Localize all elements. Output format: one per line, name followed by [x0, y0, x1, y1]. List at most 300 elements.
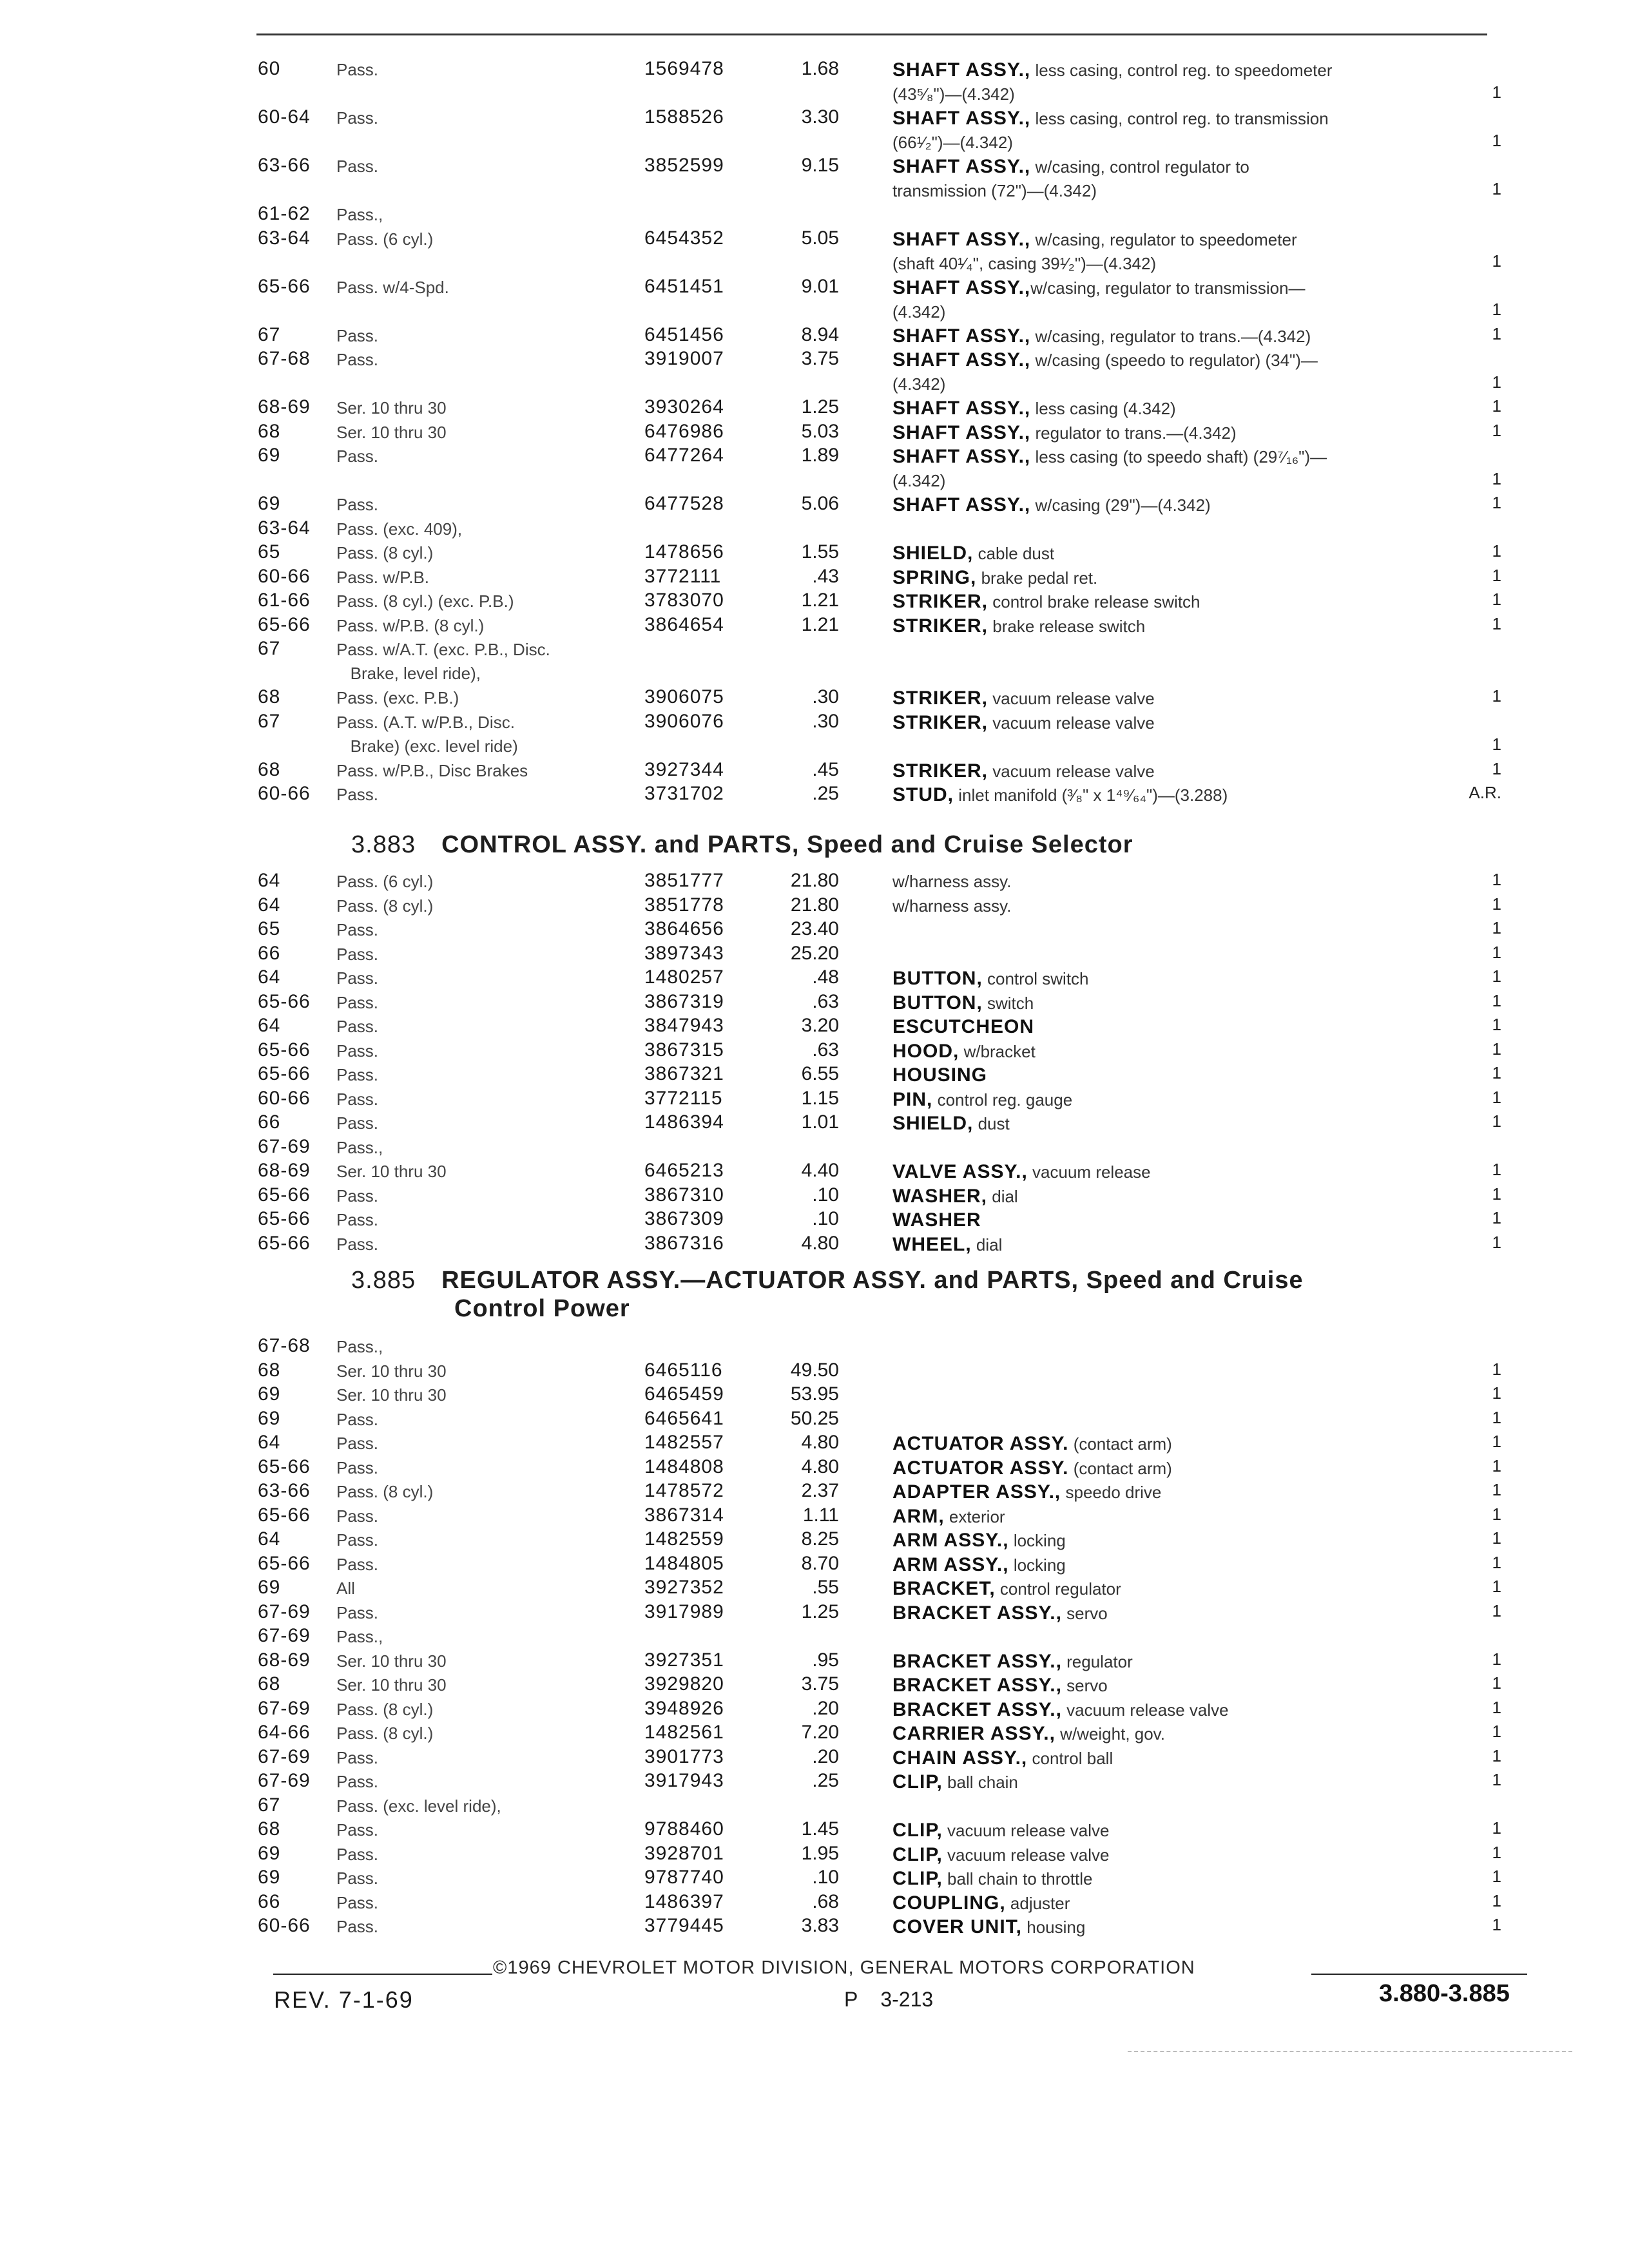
- part-detail: dial: [987, 1186, 1018, 1206]
- part-description: [892, 227, 1472, 276]
- part-number: 3851778: [644, 894, 724, 916]
- part-detail: w/harness assy.: [892, 896, 1012, 916]
- year-range: 64: [258, 870, 281, 891]
- list-price: 1.11: [802, 1504, 839, 1526]
- year-range: 67: [258, 1794, 281, 1816]
- part-name: STRIKER,: [892, 687, 988, 709]
- model-applicability: Pass. (exc. P.B.): [336, 688, 459, 707]
- part-description: [892, 1480, 1472, 1504]
- part-detail: exterior: [944, 1506, 1005, 1526]
- year-range: 69: [258, 1383, 281, 1405]
- list-price: 1.45: [801, 1818, 839, 1840]
- part-description: [892, 1673, 1472, 1698]
- year-range: 65-66: [258, 613, 311, 635]
- model-applicability: Pass. (exc. 409),: [336, 519, 463, 539]
- list-price: .63: [812, 990, 839, 1012]
- part-description: [892, 106, 1472, 155]
- model-applicability: Pass.: [336, 1869, 379, 1888]
- quantity: 1: [1492, 1480, 1501, 1499]
- part-name: ARM ASSY.,: [892, 1553, 1009, 1575]
- quantity: 1: [1492, 966, 1501, 986]
- part-number: 6476986: [644, 420, 724, 442]
- part-name: STRIKER,: [892, 615, 988, 637]
- model-applicability: Pass.: [336, 1772, 379, 1791]
- year-range: 69: [258, 1867, 281, 1888]
- part-description: [892, 1649, 1472, 1674]
- model-applicability: Ser. 10 thru 30: [336, 1385, 447, 1405]
- part-description: [892, 445, 1472, 493]
- part-description: [892, 1698, 1472, 1722]
- year-range: 60: [258, 58, 281, 79]
- model-applicability: Pass. (8 cyl.): [336, 896, 434, 916]
- part-detail: w/weight, gov.: [1055, 1724, 1165, 1744]
- part-detail: less casing (4.342): [1030, 399, 1176, 418]
- quantity: 1: [1492, 541, 1501, 561]
- list-price: 1.25: [801, 396, 839, 418]
- year-range: 68-69: [258, 1160, 311, 1181]
- year-range: 63-66: [258, 155, 311, 176]
- list-price: 21.80: [790, 870, 839, 891]
- list-price: .63: [812, 1039, 839, 1061]
- quantity: 1: [1492, 420, 1501, 440]
- part-detail: vacuum release valve: [988, 689, 1155, 708]
- year-range: 65: [258, 541, 281, 562]
- list-price: 6.55: [801, 1063, 839, 1084]
- part-description: [892, 276, 1472, 324]
- part-number: 3927344: [644, 758, 724, 780]
- part-number: 9787740: [644, 1867, 724, 1888]
- year-range: 68: [258, 686, 281, 707]
- part-name: CLIP,: [892, 1843, 943, 1865]
- list-price: 1.68: [801, 58, 839, 79]
- list-price: 8.94: [801, 323, 839, 345]
- part-detail: less casing, control reg. to transmission (66¹⁄₂")—(4.342): [892, 109, 1329, 152]
- quantity: 1: [1492, 1383, 1501, 1403]
- year-range: 68: [258, 1359, 281, 1381]
- part-description: [892, 324, 1472, 349]
- part-description: [892, 1601, 1472, 1626]
- part-name: SHAFT ASSY.,: [892, 59, 1031, 81]
- part-detail: w/casing, regulator to trans.—(4.342): [1030, 326, 1311, 346]
- year-range: 67-68: [258, 348, 311, 369]
- part-detail: switch: [982, 993, 1034, 1013]
- part-detail: control switch: [982, 969, 1089, 988]
- part-detail: vacuum release: [1027, 1162, 1151, 1182]
- year-range: 68: [258, 1673, 281, 1695]
- part-detail: cable dust: [973, 544, 1055, 563]
- model-applicability: Pass.: [336, 350, 379, 369]
- part-description: [892, 396, 1472, 421]
- list-price: 1.55: [801, 541, 839, 562]
- list-price: 25.20: [790, 942, 839, 964]
- list-price: .20: [812, 1697, 839, 1719]
- quantity: 1: [1492, 1890, 1501, 1910]
- year-range: 65-66: [258, 1063, 311, 1084]
- quantity: 1: [1492, 1577, 1501, 1596]
- year-range: 65-66: [258, 990, 311, 1012]
- part-detail: (contact arm): [1068, 1458, 1172, 1478]
- list-price: 1.25: [801, 1600, 839, 1622]
- model-applicability: Pass.: [336, 60, 379, 79]
- part-number: 3927352: [644, 1577, 724, 1598]
- part-detail: control brake release switch: [988, 592, 1200, 611]
- part-number: 6454352: [644, 227, 724, 249]
- part-row: [258, 638, 1514, 689]
- part-number: 6451456: [644, 323, 724, 345]
- part-description: [892, 1867, 1472, 1891]
- part-detail: locking: [1008, 1531, 1066, 1550]
- part-name: SHIELD,: [892, 543, 974, 564]
- part-number: 6465641: [644, 1407, 724, 1429]
- quantity: 1: [1492, 1432, 1501, 1451]
- revision-date: REV. 7-1-69: [274, 1986, 414, 2013]
- part-detail: housing: [1022, 1917, 1086, 1937]
- model-applicability: Pass.,: [336, 205, 383, 224]
- year-range: 60-66: [258, 1915, 311, 1936]
- model-applicability: Pass.: [336, 1234, 379, 1254]
- model-applicability: Pass. (8 cyl.) (exc. P.B.): [336, 591, 514, 611]
- list-price: 53.95: [790, 1383, 839, 1405]
- model-applicability: Pass.: [336, 1506, 379, 1526]
- year-range: 65-66: [258, 1456, 311, 1477]
- part-name: SHAFT ASSY.,: [892, 421, 1031, 443]
- section-title: CONTROL ASSY. and PARTS, Speed and Cruise Selector: [441, 831, 1133, 858]
- part-detail: w/bracket: [959, 1041, 1036, 1061]
- list-price: .10: [812, 1184, 839, 1206]
- part-description: [892, 759, 1472, 783]
- list-price: .55: [812, 1577, 839, 1598]
- quantity: 1: [1492, 1456, 1501, 1475]
- part-number: 3851777: [644, 870, 724, 891]
- part-number: 3917943: [644, 1770, 724, 1791]
- model-applicability: Pass.: [336, 968, 379, 988]
- model-applicability: Pass. (8 cyl.): [336, 543, 434, 562]
- part-detail: servo: [1061, 1676, 1108, 1695]
- section-number: 3.883: [351, 831, 416, 858]
- part-description: [892, 1208, 1472, 1233]
- quantity: 1: [1492, 323, 1501, 343]
- quantity: 1: [1492, 942, 1501, 962]
- year-range: 67: [258, 323, 281, 345]
- list-price: 1.15: [801, 1087, 839, 1109]
- part-detail: vacuum release valve: [942, 1821, 1110, 1840]
- year-range: 67: [258, 710, 281, 732]
- part-name: BRACKET ASSY.,: [892, 1650, 1062, 1672]
- part-name: CHAIN ASSY.,: [892, 1747, 1028, 1769]
- model-applicability: Pass.: [336, 108, 379, 128]
- part-number: 1478656: [644, 541, 724, 562]
- part-description: [892, 348, 1472, 396]
- part-name: ARM,: [892, 1505, 945, 1527]
- part-number: 1486397: [644, 1890, 724, 1912]
- part-detail: w/casing, regulator to transmission— (4.342): [892, 278, 1306, 322]
- part-row: [258, 106, 1514, 158]
- list-price: 4.80: [801, 1456, 839, 1477]
- part-name: WASHER,: [892, 1185, 988, 1207]
- list-price: 3.20: [801, 1015, 839, 1036]
- list-price: 5.03: [801, 420, 839, 442]
- section-number: 3.885: [351, 1267, 416, 1294]
- quantity: 1: [1492, 1552, 1501, 1572]
- part-number: 6477528: [644, 493, 724, 514]
- part-detail: w/casing (29")—(4.342): [1030, 495, 1211, 515]
- year-range: 68-69: [258, 1649, 311, 1671]
- part-description: [892, 541, 1472, 566]
- list-price: 23.40: [790, 918, 839, 939]
- quantity: 1: [1492, 735, 1501, 754]
- part-number: 3864654: [644, 613, 724, 635]
- part-name: BUTTON,: [892, 992, 983, 1014]
- year-range: 61-62: [258, 203, 311, 224]
- model-applicability: Ser. 10 thru 30: [336, 1651, 447, 1671]
- part-number: 3928701: [644, 1842, 724, 1864]
- part-description: [892, 1184, 1472, 1209]
- part-detail: dial: [971, 1235, 1003, 1254]
- quantity: 1: [1492, 1087, 1501, 1107]
- year-range: 64: [258, 1528, 281, 1550]
- quantity: 1: [1492, 130, 1501, 150]
- part-description: [892, 1233, 1472, 1257]
- quantity: 1: [1492, 1232, 1501, 1252]
- part-name: COVER UNIT,: [892, 1916, 1023, 1937]
- list-price: 9.01: [801, 275, 839, 297]
- part-number: 3772111: [644, 565, 722, 587]
- part-name: SHAFT ASSY.,: [892, 325, 1031, 347]
- part-detail: vacuum release valve: [988, 761, 1155, 781]
- year-range: 65-66: [258, 1039, 311, 1061]
- part-name: STRIKER,: [892, 591, 988, 612]
- part-description: [892, 155, 1472, 203]
- part-detail: dust: [973, 1114, 1010, 1133]
- part-detail: w/casing, regulator to speedometer (shaft 40¹⁄₄", casing 39¹⁄₂")—(4.342): [892, 229, 1297, 273]
- model-applicability: Pass. w/P.B.: [336, 567, 430, 587]
- model-applicability: Pass. (A.T. w/P.B., Disc. Brake) (exc. level ride): [336, 712, 518, 756]
- part-detail: w/casing, control regulator to transmission (72")—(4.342): [892, 157, 1249, 200]
- part-detail: vacuum release valve: [942, 1845, 1110, 1865]
- part-description: [892, 1746, 1472, 1771]
- model-applicability: Pass. (8 cyl.): [336, 1482, 434, 1501]
- part-name: BRACKET,: [892, 1578, 996, 1599]
- part-description: [892, 1577, 1472, 1601]
- part-detail: control regulator: [995, 1579, 1121, 1599]
- section-heading: [351, 831, 1133, 859]
- part-number: 3847943: [644, 1015, 724, 1036]
- part-detail: w/casing (speedo to regulator) (34")— (4.342): [892, 351, 1318, 394]
- year-range: 67: [258, 638, 281, 659]
- part-number: 1482557: [644, 1432, 724, 1453]
- part-detail: servo: [1061, 1603, 1108, 1623]
- part-number: 3783070: [644, 590, 724, 611]
- quantity: 1: [1492, 1867, 1501, 1886]
- model-applicability: Pass.: [336, 1409, 379, 1429]
- part-row: [258, 227, 1514, 279]
- model-applicability: All: [336, 1579, 355, 1598]
- model-applicability: Pass.: [336, 1602, 379, 1622]
- part-number: 3867319: [644, 990, 724, 1012]
- quantity: 1: [1492, 565, 1501, 585]
- part-detail: regulator to trans.—(4.342): [1030, 423, 1237, 443]
- quantity: 1: [1492, 1770, 1501, 1789]
- part-detail: locking: [1008, 1555, 1066, 1575]
- part-detail: vacuum release valve: [988, 713, 1155, 733]
- year-range: 67-69: [258, 1135, 311, 1157]
- part-number: 3906076: [644, 710, 724, 732]
- part-name: SHAFT ASSY.,: [892, 156, 1031, 177]
- part-name: BRACKET ASSY.,: [892, 1698, 1062, 1720]
- part-row: [258, 155, 1514, 206]
- year-range: 67-69: [258, 1600, 311, 1622]
- part-number: 3867309: [644, 1208, 724, 1229]
- part-name: HOOD,: [892, 1040, 959, 1062]
- list-price: 8.70: [801, 1552, 839, 1574]
- part-description: [892, 1528, 1472, 1553]
- list-price: 1.21: [801, 590, 839, 611]
- year-range: 69: [258, 1842, 281, 1864]
- part-detail: ball chain: [942, 1773, 1018, 1792]
- quantity: 1: [1492, 1063, 1501, 1082]
- year-range: 69: [258, 1407, 281, 1429]
- year-range: 60-66: [258, 783, 311, 804]
- list-price: 9.15: [801, 155, 839, 176]
- part-number: 9788460: [644, 1818, 724, 1840]
- year-range: 60-64: [258, 106, 311, 128]
- year-range: 66: [258, 1111, 281, 1133]
- year-range: 63-64: [258, 227, 311, 249]
- list-price: .30: [812, 686, 839, 707]
- part-name: SPRING,: [892, 566, 977, 588]
- part-name: HOUSING: [892, 1064, 988, 1086]
- model-applicability: Pass.: [336, 1113, 379, 1133]
- list-price: .30: [812, 710, 839, 732]
- year-range: 65-66: [258, 1552, 311, 1574]
- part-number: 3779445: [644, 1915, 724, 1936]
- model-applicability: Pass.,: [336, 1137, 383, 1157]
- quantity: 1: [1492, 686, 1501, 706]
- part-name: COUPLING,: [892, 1892, 1006, 1914]
- model-applicability: Pass.: [336, 157, 379, 176]
- part-name: WHEEL,: [892, 1233, 972, 1255]
- part-name: BUTTON,: [892, 968, 983, 989]
- part-detail: brake pedal ret.: [976, 568, 1098, 588]
- model-applicability: Pass.: [336, 1457, 379, 1477]
- year-range: 64: [258, 894, 281, 916]
- part-detail: less casing (to speedo shaft) (29⁷⁄₁₆")— (4.342): [892, 447, 1327, 490]
- part-description: [892, 1088, 1472, 1112]
- year-range: 65-66: [258, 1504, 311, 1526]
- list-price: 1.89: [801, 445, 839, 466]
- part-number: 3867315: [644, 1039, 724, 1061]
- part-name: SHAFT ASSY.,: [892, 398, 1031, 419]
- part-name: CLIP,: [892, 1868, 943, 1889]
- part-description: [892, 870, 1472, 894]
- part-name: CLIP,: [892, 1771, 943, 1792]
- model-applicability: Ser. 10 thru 30: [336, 1361, 447, 1381]
- part-row: [258, 58, 1514, 110]
- part-description: [892, 1722, 1472, 1746]
- part-row: [258, 276, 1514, 327]
- part-number: 1484808: [644, 1456, 724, 1477]
- part-number: 3867316: [644, 1232, 724, 1254]
- part-number: 6477264: [644, 445, 724, 466]
- part-description: [892, 493, 1472, 517]
- model-applicability: Pass.: [336, 447, 379, 466]
- quantity: 1: [1492, 1039, 1501, 1059]
- part-row: [258, 348, 1514, 399]
- footer-rule-right: [1311, 1974, 1527, 1975]
- list-price: .20: [812, 1745, 839, 1767]
- quantity: 1: [1492, 1160, 1501, 1179]
- part-description: [892, 1504, 1472, 1529]
- year-range: 67-69: [258, 1745, 311, 1767]
- part-name: CARRIER ASSY.,: [892, 1723, 1055, 1744]
- part-description: [892, 711, 1472, 735]
- part-number: 3930264: [644, 396, 724, 418]
- part-description: [892, 1039, 1472, 1064]
- part-name: ADAPTER ASSY.,: [892, 1481, 1061, 1503]
- year-range: 64: [258, 1015, 281, 1036]
- model-applicability: Pass. w/4-Spd.: [336, 277, 449, 297]
- list-price: 4.80: [801, 1232, 839, 1254]
- year-range: 65-66: [258, 1184, 311, 1206]
- part-description: [892, 58, 1472, 106]
- model-applicability: Pass. (6 cyl.): [336, 229, 434, 249]
- part-description: [892, 1456, 1472, 1481]
- part-number: 1482561: [644, 1722, 724, 1743]
- part-number: 3852599: [644, 155, 724, 176]
- part-row: [258, 711, 1514, 762]
- part-number: 3901773: [644, 1745, 724, 1767]
- part-name: SHAFT ASSY.,: [892, 108, 1031, 129]
- year-range: 65-66: [258, 1232, 311, 1254]
- section-range: 3.880-3.885: [1379, 1980, 1510, 2007]
- part-number: 1482559: [644, 1528, 724, 1550]
- quantity: 1: [1492, 1673, 1501, 1693]
- part-detail: speedo drive: [1061, 1483, 1162, 1502]
- model-applicability: Pass.: [336, 944, 379, 964]
- quantity: A.R.: [1469, 783, 1501, 802]
- quantity: 1: [1492, 251, 1501, 271]
- part-number: 3948926: [644, 1697, 724, 1719]
- year-range: 63-66: [258, 1480, 311, 1501]
- year-range: 68: [258, 1818, 281, 1840]
- model-applicability: Ser. 10 thru 30: [336, 398, 447, 418]
- part-number: 6465213: [644, 1160, 724, 1181]
- model-applicability: Pass.: [336, 1017, 379, 1036]
- scan-artifact-line: [1128, 2051, 1572, 2052]
- part-description: [892, 1553, 1472, 1577]
- part-description: [892, 1432, 1472, 1456]
- part-description: [892, 1843, 1472, 1867]
- model-applicability: Pass. (8 cyl.): [336, 1699, 434, 1719]
- part-name: SHAFT ASSY.,: [892, 349, 1031, 370]
- list-price: 3.83: [801, 1915, 839, 1936]
- quantity: 1: [1492, 1600, 1501, 1620]
- year-range: 66: [258, 1890, 281, 1912]
- list-price: 5.05: [801, 227, 839, 249]
- model-applicability: Pass. w/P.B. (8 cyl.): [336, 615, 485, 635]
- quantity: 1: [1492, 1111, 1501, 1131]
- part-detail: (contact arm): [1068, 1434, 1172, 1454]
- part-number: 1486394: [644, 1111, 724, 1133]
- quantity: 1: [1492, 1649, 1501, 1669]
- list-price: .25: [812, 783, 839, 804]
- year-range: 69: [258, 1577, 281, 1598]
- part-detail: ball chain to throttle: [942, 1869, 1093, 1888]
- list-price: 7.20: [801, 1722, 839, 1743]
- part-number: 3897343: [644, 942, 724, 964]
- year-range: 63-64: [258, 517, 311, 539]
- part-name: ACTUATOR ASSY.: [892, 1457, 1069, 1479]
